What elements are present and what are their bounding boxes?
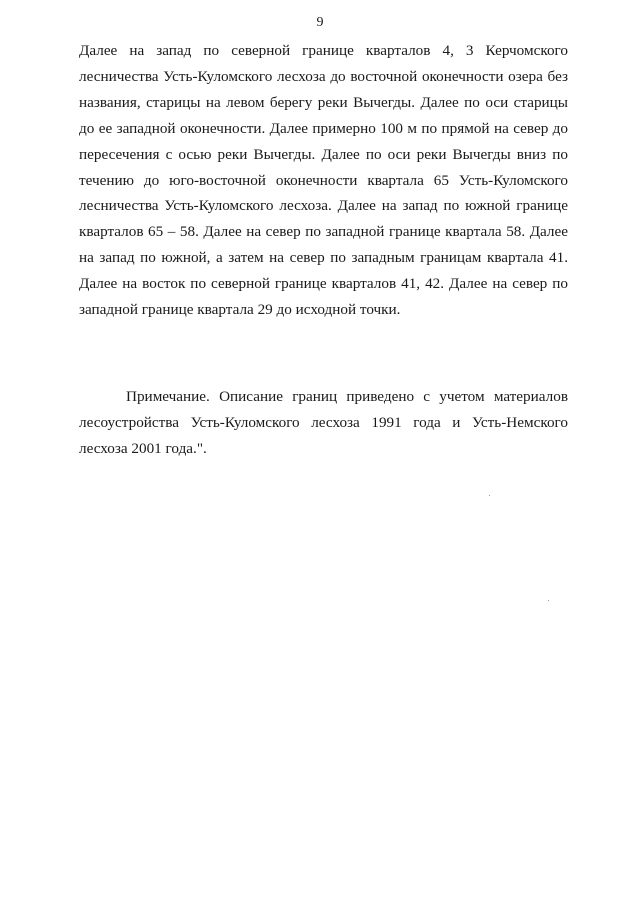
boundary-description-paragraph: Далее на запад по северной границе кварталов 4, 3 Керчомского лесничества Усть-Куломского лесхоза до восточной оконечности озера без названия, старицы на левом берегу реки Вычегды. Далее по оси старицы до ее западной оконечности. Далее примерно 100 м по прямой на север до пересечения с осью реки Вычегды. Далее по оси реки Вычегды вниз по течению до юго-восточной оконечности квартала 65 Усть-Куломского лесничества Усть-Куломского лесхоза. Далее на запад по южной границе кварталов 65 – 58. Далее на север по западной границе квартала 58. Далее на запад по южной, а затем на север по западным границам квартала 41. Далее на восток по северной границе кварталов 41, 42. Далее на север по западной границе квартала 29 до исходной точки. [79,42,568,319]
scan-speck [489,495,490,496]
scan-speck [548,600,549,601]
note-paragraph: Примечание. Описание границ приведено с учетом материалов лесоустройства Усть-Куломского лесхоза 1991 года и Усть-Немского лесхоза 2001 года.". [79,388,568,457]
page-number: 9 [316,15,324,30]
